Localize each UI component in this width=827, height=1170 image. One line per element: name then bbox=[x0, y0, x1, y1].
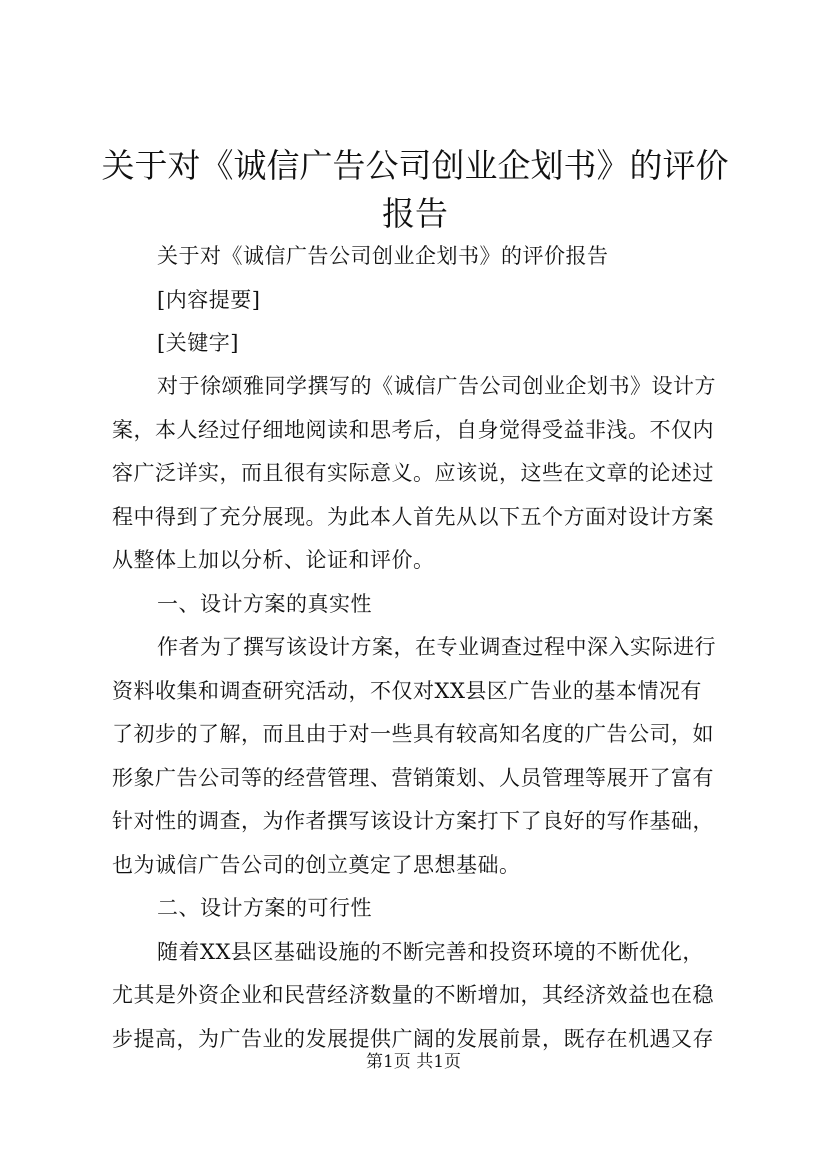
paragraph-line: 尤其是外资企业和民营经济数量的不断增加，其经济效益也在稳 bbox=[112, 983, 714, 1007]
keywords-label: [关键字] bbox=[157, 331, 239, 355]
paragraph-line: 程中得到了充分展现。为此本人首先从以下五个方面对设计方案 bbox=[112, 505, 714, 529]
paragraph-line: 对于徐颂雅同学撰写的《诚信广告公司创业企划书》设计方 bbox=[157, 374, 716, 398]
paragraph-line: 随着XX县区基础设施的不断完善和投资环境的不断优化， bbox=[157, 940, 704, 964]
section-heading: 一、设计方案的真实性 bbox=[157, 592, 372, 616]
section-heading: 二、设计方案的可行性 bbox=[157, 896, 372, 920]
paragraph-line: 案，本人经过仔细地阅读和思考后，自身觉得受益非浅。不仅内 bbox=[112, 418, 714, 442]
subtitle-line: 关于对《诚信广告公司创业企划书》的评价报告 bbox=[157, 244, 609, 268]
paragraph-line: 步提高，为广告业的发展提供广阔的发展前景，既存在机遇又存 bbox=[112, 1027, 714, 1051]
paragraph-line: 针对性的调查，为作者撰写该设计方案打下了良好的写作基础， bbox=[112, 809, 714, 833]
paragraph-line: 也为诚信广告公司的创立奠定了思想基础。 bbox=[112, 853, 521, 877]
paragraph-line: 容广泛详实，而且很有实际意义。应该说，这些在文章的论述过 bbox=[112, 461, 714, 485]
abstract-label: [内容提要] bbox=[157, 288, 261, 312]
paragraph-line: 了初步的了解，而且由于对一些具有较高知名度的广告公司，如 bbox=[112, 722, 714, 746]
document-title: 关于对《诚信广告公司创业企划书》的评价报告 bbox=[101, 146, 729, 233]
paragraph-line: 资料收集和调查研究活动，不仅对XX县区广告业的基本情况有 bbox=[112, 679, 702, 703]
paragraph-line: 从整体上加以分析、论证和评价。 bbox=[112, 548, 435, 572]
paragraph-line: 形象广告公司等的经营管理、营销策划、人员管理等展开了富有 bbox=[112, 766, 714, 790]
paragraph-line: 作者为了撰写该设计方案，在专业调查过程中深入实际进行 bbox=[157, 635, 716, 659]
page-footer: 第1页 共1页 bbox=[365, 1052, 462, 1072]
